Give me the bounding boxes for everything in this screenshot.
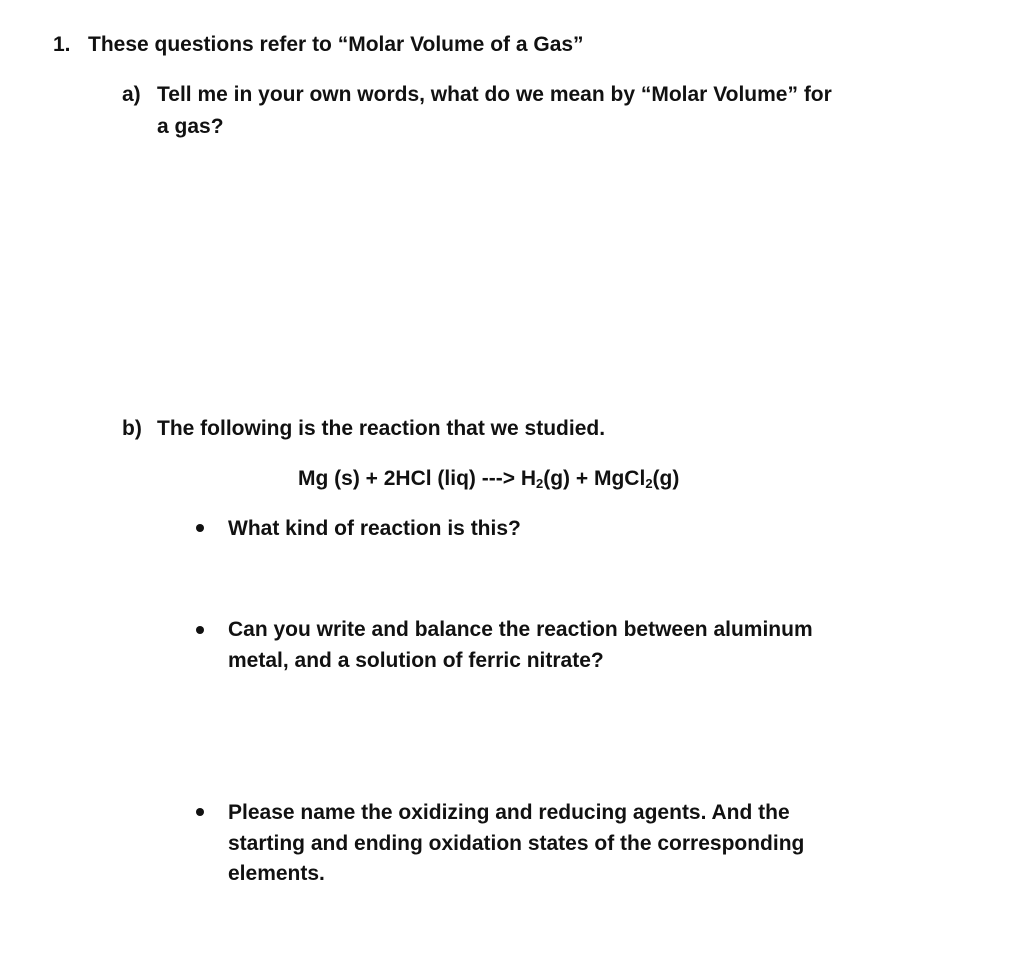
part-a-marker: a) (122, 83, 141, 106)
bullet-3-line-3: elements. (228, 862, 325, 885)
bullet-2-line-2: metal, and a solution of ferric nitrate? (228, 649, 604, 672)
equation-part-2: (g) + MgCl (543, 467, 646, 490)
equation-subscript-2: 2 (645, 476, 653, 491)
chemical-equation (298, 463, 679, 494)
part-b-intro: The following is the reaction that we studied. (157, 417, 606, 440)
bullet-dot (196, 524, 204, 532)
bullet-dot (196, 626, 204, 634)
part-b-marker: b) (122, 417, 142, 440)
bullet-2-line-1: Can you write and balance the reaction between aluminum (228, 618, 813, 641)
part-a-question-line-1: Tell me in your own words, what do we mean by “Molar Volume” for (157, 83, 832, 106)
equation-part-1: Mg (s) + 2HCl (liq) ---> H (298, 467, 536, 490)
part-a-question-line-2: a gas? (157, 115, 224, 138)
equation-part-3: (g) (652, 467, 680, 490)
bullet-3-line-1: Please name the oxidizing and reducing agents. And the (228, 801, 790, 824)
bullet-dot (196, 808, 204, 816)
bullet-3-line-2: starting and ending oxidation states of the corresponding (228, 832, 805, 855)
question-number: 1. (53, 33, 71, 56)
bullet-1-line-1: What kind of reaction is this? (228, 517, 521, 540)
question-heading: These questions refer to “Molar Volume of a Gas” (88, 33, 584, 56)
equation-subscript-1: 2 (536, 476, 544, 491)
